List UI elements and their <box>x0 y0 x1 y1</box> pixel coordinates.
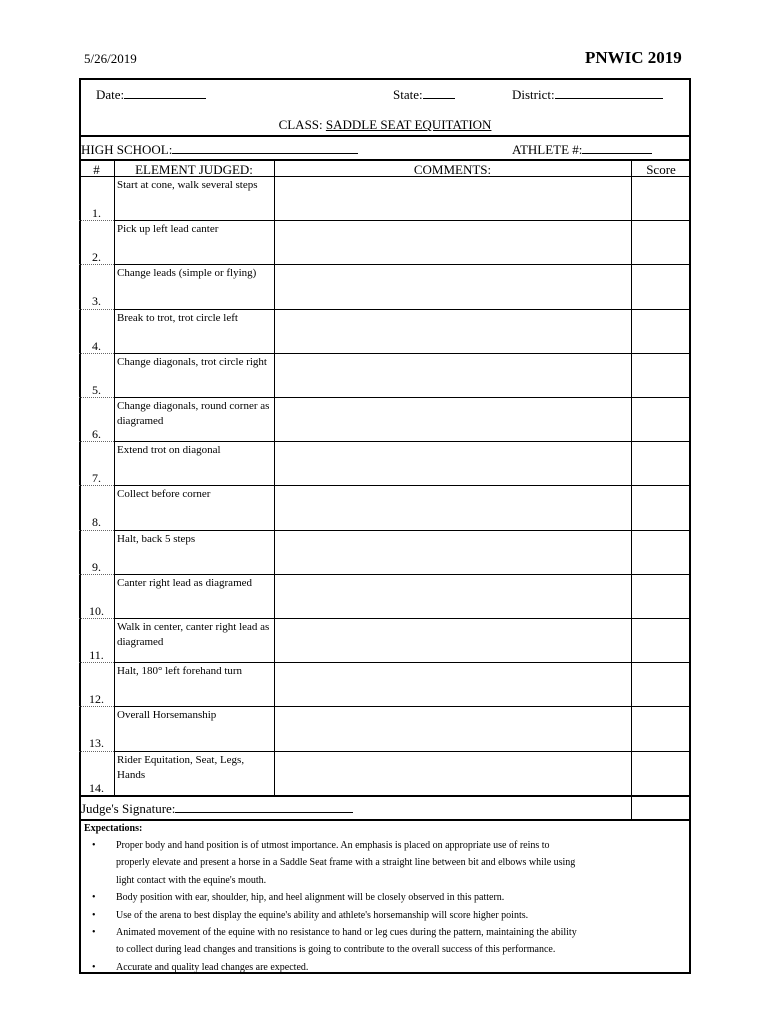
row-separator-dotted <box>79 264 114 265</box>
expectations-title: Expectations: <box>84 823 143 834</box>
row-number-1: 1. <box>92 206 101 220</box>
score-cell-9[interactable] <box>632 531 690 573</box>
element-judged-9: Halt, back 5 steps <box>117 532 196 545</box>
score-cell-2[interactable] <box>632 221 690 263</box>
expectation-line: Use of the arena to best display the equine's ability and athlete's horsemanship will score higher points. <box>116 909 529 921</box>
state-field[interactable] <box>393 86 455 103</box>
element-judged-14: Rider Equitation, Seat, Legs, Hands <box>117 753 245 781</box>
element-judged-11: Walk in center, canter right lead as diagramed <box>117 621 270 648</box>
document-date: 5/26/2019 <box>84 51 137 66</box>
bullet-icon: • <box>92 892 96 904</box>
divider-class <box>79 135 691 137</box>
score-cell-3[interactable] <box>632 265 690 307</box>
state-blank[interactable] <box>423 86 455 99</box>
comments-cell-8[interactable] <box>275 486 630 528</box>
col-header-element: ELEMENT JUDGED: <box>135 162 253 177</box>
row-separator-dotted <box>79 353 114 354</box>
class-heading <box>0 117 770 133</box>
row-number-12: 12. <box>89 692 104 707</box>
expectation-line: to collect during lead changes and transitions is going to contribute to the overall success of this performance. <box>116 944 556 956</box>
score-cell-14[interactable] <box>632 752 690 794</box>
element-judged-10: Canter right lead as diagramed <box>117 576 253 589</box>
row-separator-dotted <box>79 530 114 531</box>
score-cell-6[interactable] <box>632 398 690 440</box>
class-name: SADDLE SEAT EQUITATION <box>325 117 492 132</box>
row-number-11: 11. <box>89 648 104 662</box>
divider-table-top <box>79 159 691 161</box>
row-separator-dotted <box>79 618 114 619</box>
col-line-num <box>114 159 115 795</box>
expectation-line: Proper body and hand position is of utmost importance. An emphasis is placed on appropriate use of reins to <box>116 840 550 851</box>
row-number-9: 9. <box>92 559 101 574</box>
date-field[interactable] <box>96 86 206 103</box>
element-judged-3: Change leads (simple or flying) <box>117 267 257 280</box>
element-judged-12: Halt, 180° left forehand turn <box>117 665 243 678</box>
row-separator-dotted <box>79 574 114 575</box>
comments-cell-10[interactable] <box>275 575 630 617</box>
score-cell-8[interactable] <box>632 486 690 528</box>
comments-cell-6[interactable] <box>275 398 630 440</box>
comments-cell-2[interactable] <box>275 221 630 263</box>
row-separator-dotted <box>79 485 114 486</box>
element-judged-5: Change diagonals, trot circle right <box>117 355 267 368</box>
judge-signature-blank[interactable] <box>175 800 353 813</box>
high-school-label: HIGH SCHOOL: <box>81 142 173 157</box>
element-judged-7: Extend trot on diagonal <box>117 444 221 457</box>
row-number-6: 6. <box>92 427 101 441</box>
score-cell-13[interactable] <box>632 707 690 749</box>
score-cell-12[interactable] <box>632 663 690 705</box>
row-number-13: 13. <box>89 736 104 751</box>
expectation-line: light contact with the equine's mouth. <box>116 874 267 886</box>
comments-cell-9[interactable] <box>275 531 630 573</box>
comments-cell-5[interactable] <box>275 354 630 396</box>
element-judged-6: Change diagonals, round corner as diagramed <box>117 400 270 427</box>
score-cell-4[interactable] <box>632 310 690 352</box>
row-number-8: 8. <box>92 515 101 530</box>
score-cell-5[interactable] <box>632 354 690 396</box>
score-cell-7[interactable] <box>632 442 690 484</box>
expectation-line: Animated movement of the equine with no resistance to hand or leg cues during the pattern, maintaining the ability <box>116 927 577 938</box>
row-number-4: 4. <box>92 338 101 353</box>
expectation-line: Accurate and quality lead changes are expected. <box>116 961 309 973</box>
comments-cell-7[interactable] <box>275 442 630 484</box>
district-label: District: <box>512 87 555 102</box>
comments-cell-13[interactable] <box>275 707 630 749</box>
row-separator-dotted <box>79 441 114 442</box>
athlete-blank[interactable] <box>582 141 652 154</box>
judge-signature-label: Judge's Signature: <box>81 801 176 816</box>
document-title: PNWIC 2019 <box>585 48 682 67</box>
comments-cell-12[interactable] <box>275 663 630 705</box>
element-judged-13: Overall Horsemanship <box>117 709 217 722</box>
element-judged-8: Collect before corner <box>117 488 211 501</box>
judge-signature-field[interactable] <box>81 800 353 817</box>
element-judged-1: Start at cone, walk several steps <box>117 179 258 191</box>
state-label: State: <box>393 87 423 102</box>
class-prefix: CLASS: <box>278 117 326 132</box>
divider-expectations <box>79 819 691 821</box>
score-cell-11[interactable] <box>632 619 690 661</box>
bullet-icon: • <box>92 961 96 973</box>
row-separator-dotted <box>79 397 114 398</box>
row-separator-dotted <box>79 309 114 310</box>
row-number-7: 7. <box>92 471 101 486</box>
col-header-comments: COMMENTS: <box>413 162 492 177</box>
high-school-field[interactable] <box>81 141 358 158</box>
date-blank[interactable] <box>124 86 206 99</box>
bullet-icon: • <box>92 927 96 938</box>
col-header-num: # <box>93 162 100 177</box>
row-number-14: 14. <box>89 780 104 795</box>
row-separator-dotted <box>79 220 114 221</box>
comments-cell-4[interactable] <box>275 310 630 352</box>
high-school-blank[interactable] <box>172 141 358 154</box>
row-separator-dotted <box>79 662 114 663</box>
score-cell-10[interactable] <box>632 575 690 617</box>
comments-cell-3[interactable] <box>275 265 630 307</box>
comments-cell-14[interactable] <box>275 752 630 794</box>
date-label: Date: <box>96 87 125 102</box>
row-number-5: 5. <box>92 382 101 397</box>
row-number-10: 10. <box>89 603 104 618</box>
expectation-line: properly elevate and present a horse in a Saddle Seat frame with a straight line between bit and elbows while using <box>116 857 576 869</box>
col-header-score: Score <box>646 162 676 177</box>
row-number-3: 3. <box>92 294 101 309</box>
row-number-2: 2. <box>92 250 101 265</box>
row-separator-dotted <box>79 706 114 707</box>
expectation-line: Body position with ear, shoulder, hip, and heel alignment will be closely observed in this pattern. <box>116 892 505 904</box>
element-judged-2: Pick up left lead canter <box>117 223 219 236</box>
bullet-icon: • <box>92 909 96 921</box>
athlete-label: ATHLETE #: <box>512 142 583 157</box>
element-judged-4: Break to trot, trot circle left <box>117 311 238 324</box>
score-cell-1[interactable] <box>632 177 690 219</box>
athlete-field[interactable] <box>512 141 652 158</box>
bullet-icon: • <box>92 840 96 851</box>
district-field[interactable] <box>512 86 663 103</box>
comments-cell-11[interactable] <box>275 619 630 661</box>
district-blank[interactable] <box>555 86 663 99</box>
row-separator-dotted <box>79 751 114 752</box>
divider-table-bottom <box>79 795 691 797</box>
comments-cell-1[interactable] <box>275 177 630 219</box>
